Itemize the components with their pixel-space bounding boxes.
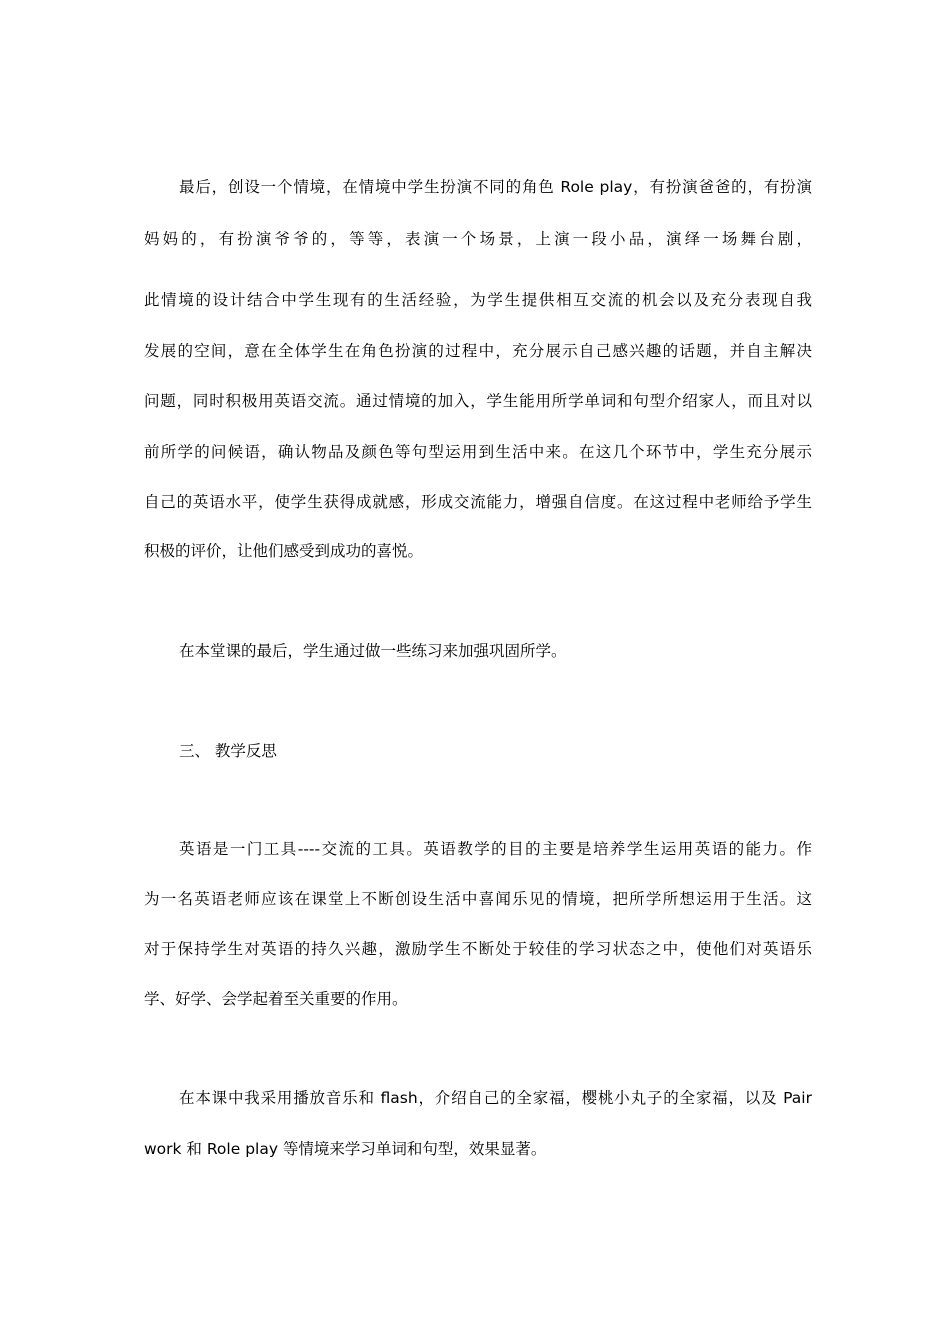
paragraph-5-line-2: work 和 Role play 等情境来学习单词和句型，效果显著。 — [144, 1140, 547, 1158]
paragraph-1-line-2: 妈妈的，有扮演爷爷的，等等，表演一个场景，上演一段小品，演绎一场舞台剧， — [144, 230, 812, 248]
paragraph-2-line-4: 前所学的问候语，确认物品及颜色等句型运用到生活中来。在这几个环节中，学生充分展示 — [144, 443, 812, 461]
paragraph-4-line-2: 为一名英语老师应该在课堂上不断创设生活中喜闻乐见的情境，把所学所想运用于生活。这 — [144, 890, 812, 908]
paragraph-4-line-3: 对于保持学生对英语的持久兴趣，激励学生不断处于较佳的学习状态之中，使他们对英语乐 — [144, 940, 812, 958]
paragraph-2-line-5: 自己的英语水平，使学生获得成就感，形成交流能力，增强自信度。在这过程中老师给予学生 — [144, 493, 812, 511]
paragraph-1-line-1: 最后，创设一个情境，在情境中学生扮演不同的角色 Role play，有扮演爸爸的，有扮演 — [179, 178, 812, 196]
paragraph-2-line-3: 问题，同时积极用英语交流。通过情境的加入，学生能用所学单词和句型介绍家人，而且对以 — [144, 392, 812, 410]
paragraph-2-line-1: 此情境的设计结合中学生现有的生活经验，为学生提供相互交流的机会以及充分表现自我 — [144, 291, 812, 309]
paragraph-2-line-6: 积极的评价，让他们感受到成功的喜悦。 — [144, 542, 424, 560]
paragraph-4-line-1: 英语是一门工具----交流的工具。英语教学的目的主要是培养学生运用英语的能力。作 — [179, 840, 812, 858]
paragraph-4-line-4: 学、好学、会学起着至关重要的作用。 — [144, 990, 408, 1008]
paragraph-3: 在本堂课的最后，学生通过做一些练习来加强巩固所学。 — [179, 642, 567, 660]
paragraph-2-line-2: 发展的空间，意在全体学生在角色扮演的过程中，充分展示自己感兴趣的话题，并自主解决 — [144, 342, 812, 360]
section-heading: 三、 教学反思 — [179, 742, 277, 760]
paragraph-5-line-1: 在本课中我采用播放音乐和 flash，介绍自己的全家福，樱桃小丸子的全家福，以及 Pair — [179, 1089, 812, 1107]
